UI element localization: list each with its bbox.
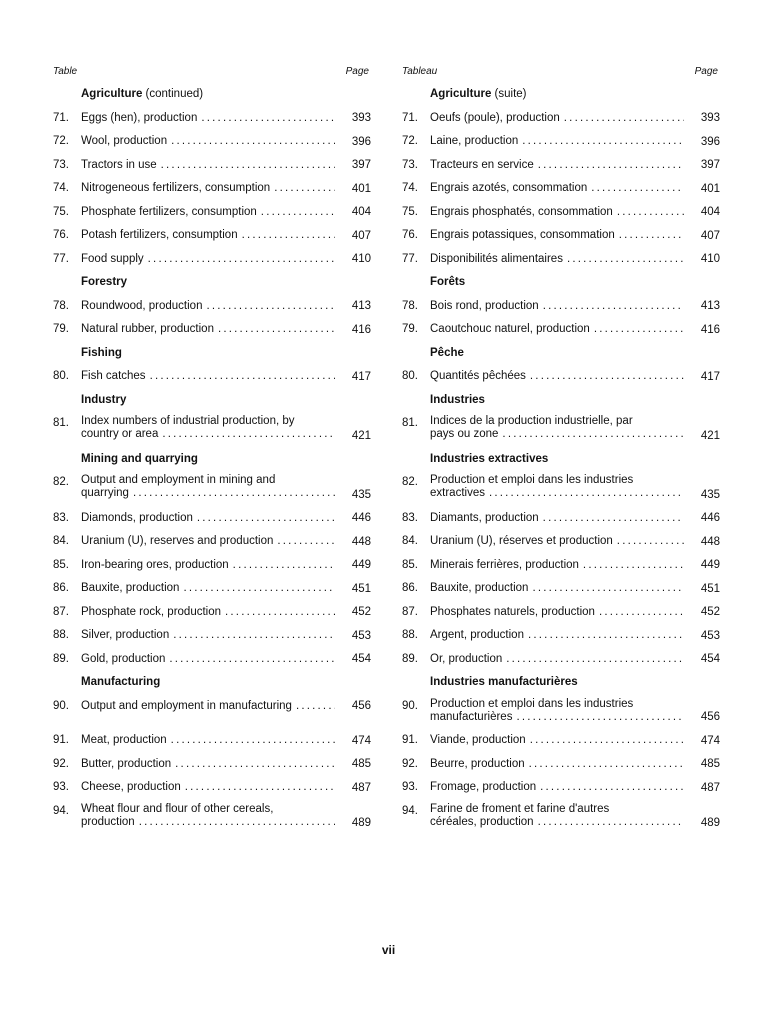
toc-entry-76[interactable]: 76. Potash fertilizers, consumption ..... 407: [53, 227, 371, 251]
section-heading-industry: Industries: [430, 393, 485, 406]
toc-entry-90[interactable]: 90. Production et emploi dans les industries manufacturières ..... 456: [402, 698, 720, 733]
toc-entry-71[interactable]: 71. Eggs (hen), production ..... 393: [53, 110, 371, 134]
toc-entry-88[interactable]: 88. Argent, production ..... 453: [402, 627, 720, 651]
toc-entry-89[interactable]: 89. Gold, production ..... 454: [53, 651, 371, 675]
toc-entry-87[interactable]: 87. Phosphates naturels, production ..... 452: [402, 604, 720, 628]
toc-entry-89[interactable]: 89. Or, production ..... 454: [402, 651, 720, 675]
column-header: [53, 64, 371, 86]
toc-entry-75[interactable]: 75. Engrais phosphatés, consommation ..... 404: [402, 204, 720, 228]
toc-entry-72[interactable]: 72. Laine, production ..... 396: [402, 133, 720, 157]
toc-entry-90[interactable]: 90. Output and employment in manufacturing ..... 456: [53, 698, 371, 733]
page-heading: Page: [694, 66, 718, 77]
section-heading-agriculture: Agriculture (suite): [430, 88, 527, 100]
section-heading-mining: Industries extractives: [430, 452, 549, 465]
toc-entry-80[interactable]: 80. Quantités pêchées ..... 417: [402, 368, 720, 392]
toc-entry-93[interactable]: 93. Fromage, production ..... 487: [402, 779, 720, 803]
toc-entry-71[interactable]: 71. Oeufs (poule), production ..... 393: [402, 110, 720, 134]
toc-entry-79[interactable]: 79. Natural rubber, production ..... 416: [53, 321, 371, 345]
toc-entry-73[interactable]: 73. Tractors in use ..... 397: [53, 157, 371, 181]
table-heading: Table: [53, 66, 78, 77]
toc-entry-81[interactable]: 81. Index numbers of industrial production, by country or area ..... 421: [53, 415, 371, 451]
toc-entry-82[interactable]: 82. Production et emploi dans les industries extractives ..... 435: [402, 474, 720, 510]
toc-entry-83[interactable]: 83. Diamonds, production ..... 446: [53, 510, 371, 534]
section-heading-industry: Industry: [81, 393, 127, 406]
toc-entry-78[interactable]: 78. Bois rond, production ..... 413: [402, 298, 720, 322]
toc-entry-80[interactable]: 80. Fish catches ..... 417: [53, 368, 371, 392]
toc-entry-72[interactable]: 72. Wool, production ..... 396: [53, 133, 371, 157]
page-number: vii: [381, 943, 396, 957]
toc-entry-77[interactable]: 77. Disponibilités alimentaires ..... 410: [402, 251, 720, 275]
toc-entry-78[interactable]: 78. Roundwood, production ..... 413: [53, 298, 371, 322]
toc-entry-94[interactable]: 94. Wheat flour and flour of other cereals, production ..... 489: [53, 803, 371, 839]
toc-entry-86[interactable]: 86. Bauxite, production ..... 451: [53, 580, 371, 604]
toc-column-french: [402, 64, 720, 838]
section-heading-manufacturing: Industries manufacturières: [430, 676, 578, 688]
toc-entry-85[interactable]: 85. Minerais ferrières, production ..... 449: [402, 557, 720, 581]
toc-entry-79[interactable]: 79. Caoutchouc naturel, production ..... 416: [402, 321, 720, 345]
section-heading-fishing: Pêche: [430, 346, 464, 359]
toc-entry-84[interactable]: 84. Uranium (U), reserves and production ..... 448: [53, 533, 371, 557]
toc-entry-87[interactable]: 87. Phosphate rock, production ..... 452: [53, 604, 371, 628]
toc-entry-91[interactable]: 91. Meat, production ..... 474: [53, 732, 371, 756]
toc-entry-93[interactable]: 93. Cheese, production ..... 487: [53, 779, 371, 803]
toc-entry-94[interactable]: 94. Farine de froment et farine d'autres céréales, production ..... 489: [402, 803, 720, 839]
toc-entry-82[interactable]: 82. Output and employment in mining and quarrying ..... 435: [53, 474, 371, 510]
toc-entry-84[interactable]: 84. Uranium (U), réserves et production ..... 448: [402, 533, 720, 557]
toc-entry-88[interactable]: 88. Silver, production ..... 453: [53, 627, 371, 651]
section-heading-forestry: Forestry: [81, 276, 128, 288]
toc-entry-77[interactable]: 77. Food supply ..... 410: [53, 251, 371, 275]
toc-entry-86[interactable]: 86. Bauxite, production ..... 451: [402, 580, 720, 604]
section-heading-forestry: Forêts: [430, 276, 466, 288]
toc-entry-76[interactable]: 76. Engrais potassiques, consommation ..... 407: [402, 227, 720, 251]
toc-entry-73[interactable]: 73. Tracteurs en service ..... 397: [402, 157, 720, 181]
toc-entry-92[interactable]: 92. Beurre, production ..... 485: [402, 756, 720, 780]
toc-entry-91[interactable]: 91. Viande, production ..... 474: [402, 732, 720, 756]
section-heading-fishing: Fishing: [81, 346, 122, 359]
toc-entry-74[interactable]: 74. Engrais azotés, consommation ..... 401: [402, 180, 720, 204]
section-heading-mining: Mining and quarrying: [81, 452, 198, 465]
section-heading-agriculture: Agriculture (continued): [81, 88, 204, 100]
toc-column-english: [53, 64, 371, 838]
toc-entry-74[interactable]: 74. Nitrogeneous fertilizers, consumption ..... 401: [53, 180, 371, 204]
column-header: [402, 64, 720, 86]
section-heading-manufacturing: Manufacturing: [81, 676, 161, 688]
toc-entry-85[interactable]: 85. Iron-bearing ores, production ..... 449: [53, 557, 371, 581]
table-heading: Tableau: [402, 66, 438, 77]
toc-entry-75[interactable]: 75. Phosphate fertilizers, consumption ..... 404: [53, 204, 371, 228]
toc-entry-81[interactable]: 81. Indices de la production industrielle, par pays ou zone ..... 421: [402, 415, 720, 451]
toc-entry-83[interactable]: 83. Diamants, production ..... 446: [402, 510, 720, 534]
toc-entry-92[interactable]: 92. Butter, production ..... 485: [53, 756, 371, 780]
page-heading: Page: [345, 66, 369, 77]
